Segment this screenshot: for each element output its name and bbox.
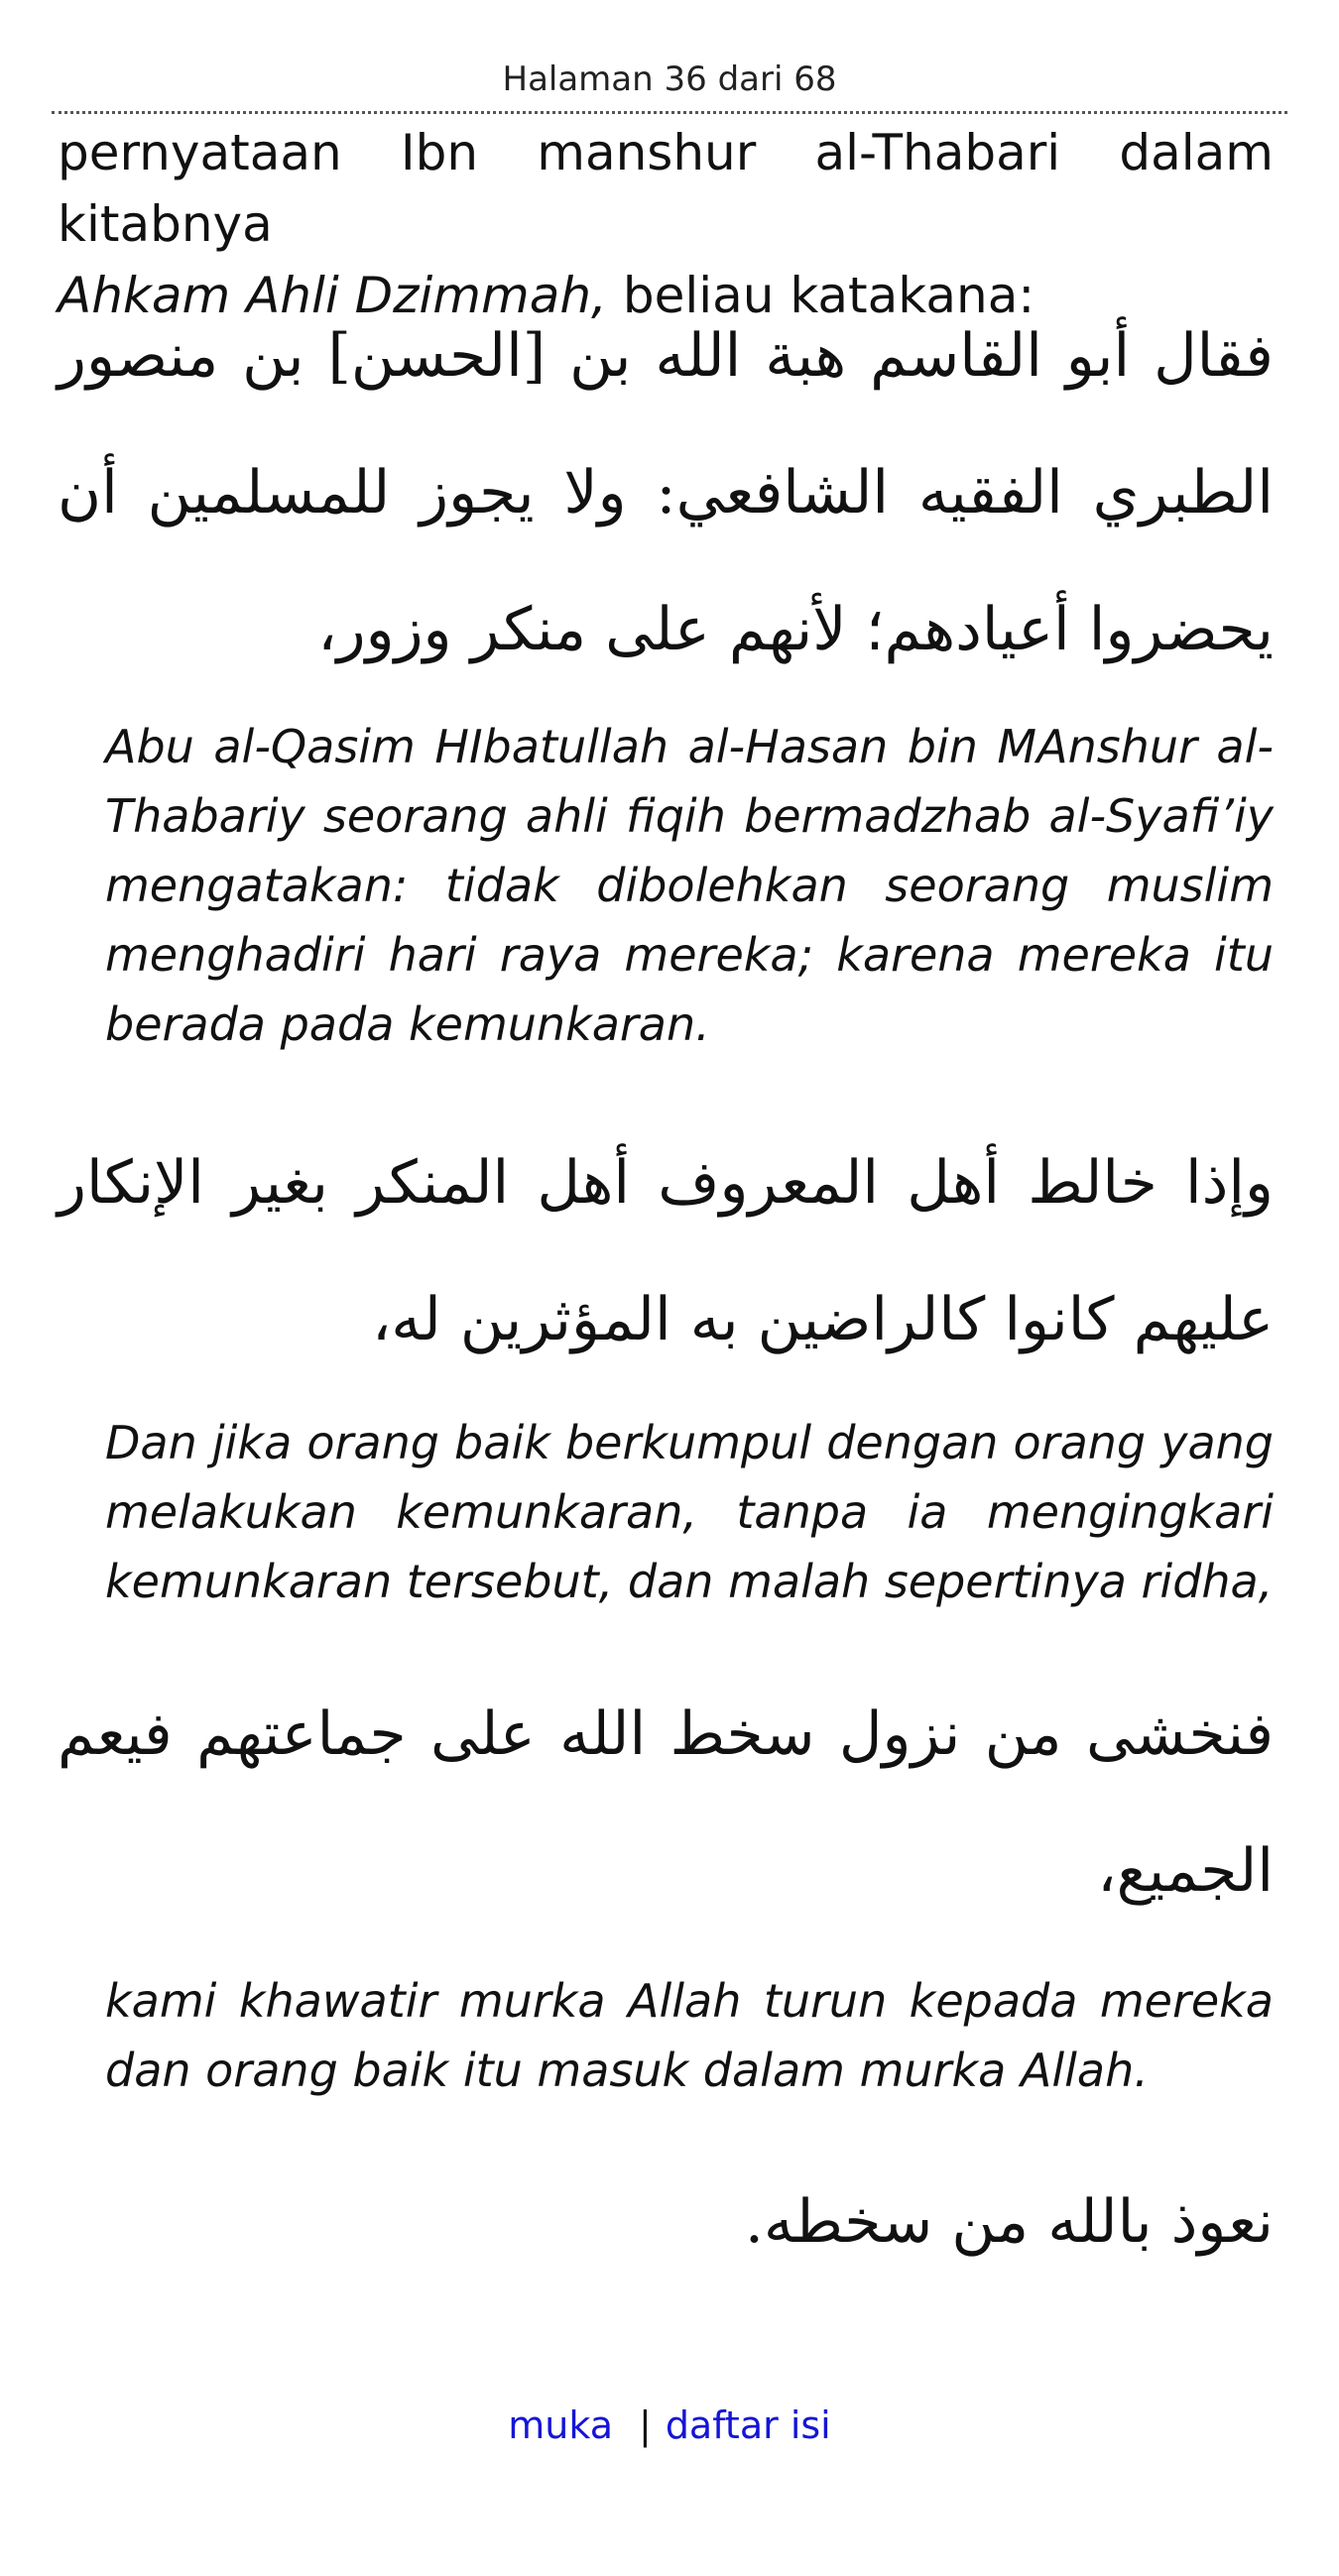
translation-line: dan orang baik itu masuk dalam murka Allah. — [105, 2044, 1149, 2097]
translation-line: mengatakan: tidak dibolehkan seorang muslim — [105, 859, 1274, 912]
translation-line: Dan jika orang baik berkumpul dengan orang yang — [105, 1416, 1274, 1469]
home-link[interactable]: muka — [508, 2403, 613, 2447]
translation-line: kami khawatir murka Allah turun kepada mereka — [105, 1974, 1274, 2028]
arabic-line: فنخشى من نزول سخط الله على جماعتهم فيعم — [58, 1699, 1274, 1769]
arabic-line: يحضروا أعيادهم؛ لأنهم على منكر وزور، — [317, 595, 1274, 664]
translation-line: berada pada kemunkaran. — [105, 997, 710, 1051]
arabic-quote-2 — [58, 1114, 1274, 1388]
intro-line-2-rest: beliau katakana: — [606, 267, 1035, 324]
translation-2 — [105, 1408, 1274, 1616]
arabic-line: وإذا خالط أهل المعروف أهل المنكر بغير الإنكار — [58, 1148, 1274, 1218]
translation-line: melakukan kemunkaran, tanpa ia mengingkari — [105, 1485, 1274, 1539]
arabic-quote-3 — [58, 1666, 1274, 1939]
arabic-closing — [58, 2154, 1274, 2290]
page-number-header: Halaman 36 dari 68 — [502, 59, 837, 99]
arabic-line: الطبري الفقيه الشافعي: ولا يجوز للمسلمين أن — [58, 458, 1274, 527]
footer-separator: | — [639, 2403, 652, 2447]
table-of-contents-link[interactable]: daftar isi — [665, 2403, 831, 2447]
arabic-quote-1 — [58, 288, 1274, 698]
translation-line: menghadiri hari raya mereka; karena mereka itu — [105, 928, 1274, 982]
translation-1 — [105, 712, 1274, 1059]
intro-line-1: pernyataan Ibn manshur al-Thabari dalam kitabnya — [58, 124, 1274, 253]
page-footer-nav — [0, 2403, 1339, 2447]
book-title: Ahkam Ahli Dzimmah, — [58, 267, 607, 324]
arabic-line: نعوذ بالله من سخطه. — [744, 2187, 1274, 2257]
translation-3 — [105, 1966, 1274, 2105]
translation-line: Thabariy seorang ahli fiqih bermadzhab al-Syafi’iy — [105, 789, 1274, 843]
arabic-line: الجميع، — [1097, 1836, 1274, 1906]
translation-line: Abu al-Qasim HIbatullah al-Hasan bin MAnshur al- — [105, 720, 1274, 773]
arabic-line: عليهم كانوا كالراضين به المؤثرين له، — [371, 1285, 1274, 1354]
arabic-line: فقال أبو القاسم هبة الله بن [الحسن] بن منصور — [58, 321, 1274, 391]
translation-line: kemunkaran tersebut, dan malah sepertinya ridha, — [105, 1555, 1274, 1608]
header-divider — [52, 111, 1287, 114]
